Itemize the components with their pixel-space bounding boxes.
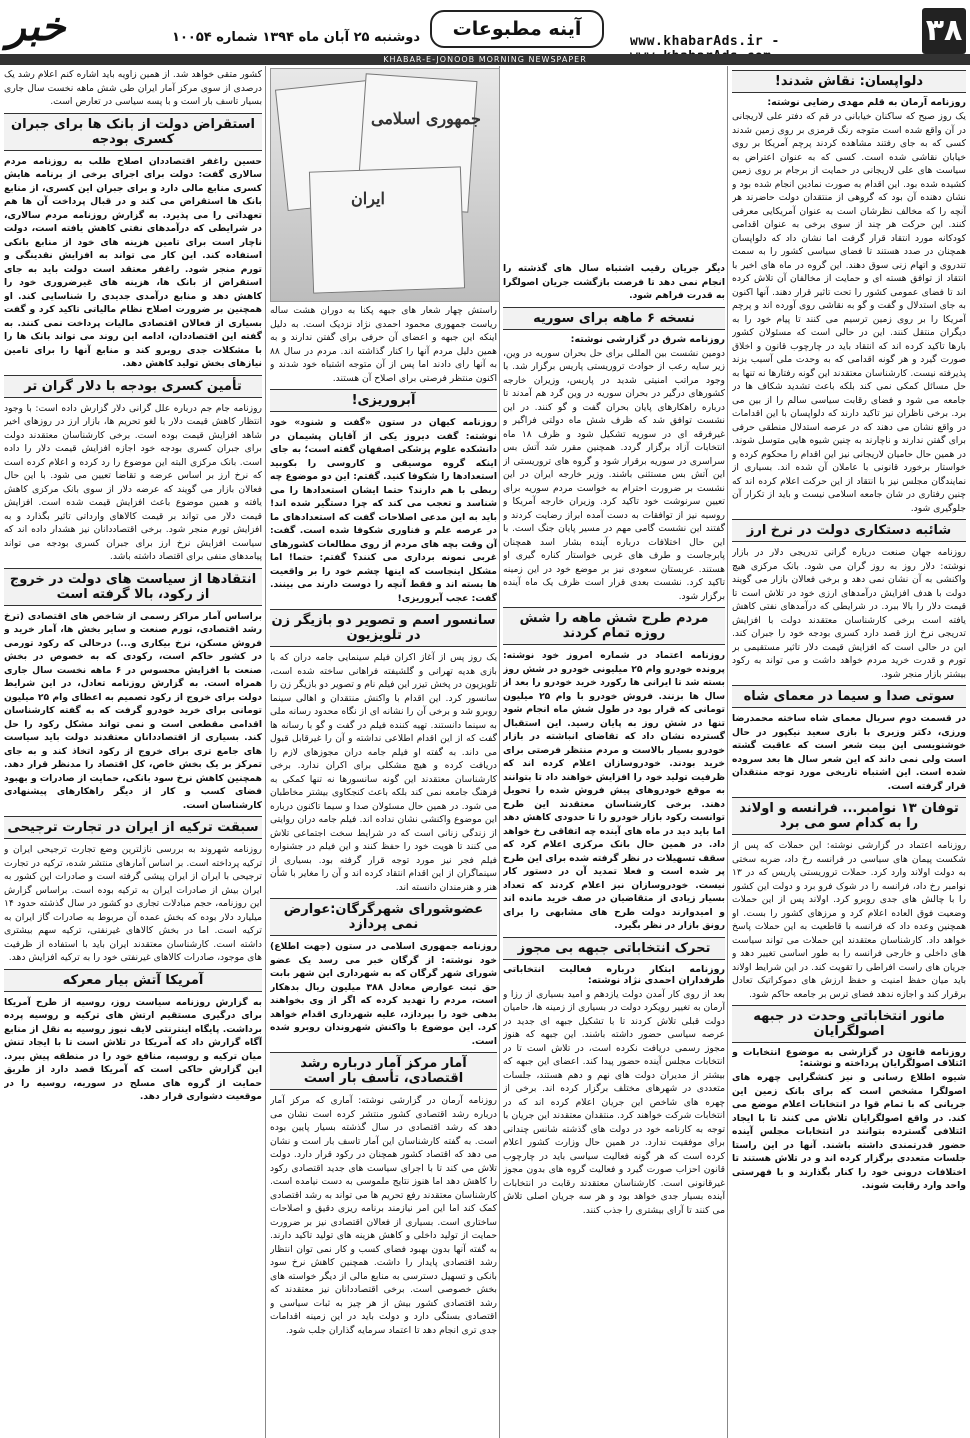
article-title: سانسور اسم و تصویر دو بازیگر زن در تلویزیون: [270, 609, 497, 647]
article-title: عضوشورای شهرگرگان:عوارض نمی پردازد: [270, 898, 497, 936]
article-body: روزنامه اعتماد در گزارشی نوشته: این حملات که پس از شکست پیمان های سیاسی در فرانسه رخ داد، ضربه سختی به دولت اولاند وارد کرد. حملات تروریستی پاریس که در ۱۳ نوامبر رخ داد، فرانسه را در شوک فرو برد و دولت این کشور را با چالش های جدی روبرو کرد. اولاند پس از این حملات وضعیت فوق العاده اعلام کرد و مرزهای کشور را بست. او همچنین وعده داد که فرانسه با قاطعیت به این حملات پاسخ خواهد داد. کارشناسان معتقدند این حملات می تواند سیاست های داخلی و خارجی فرانسه را به طور اساسی تغییر دهد و جریان های راست افراطی را تقویت کند. در این شرایط اولاند باید میان حفظ امنیت و حفظ ارزش های دموکراتیک تعادل برقرار کند و اجازه ندهد فضای ترس بر جامعه حاکم شود.: [732, 840, 966, 1000]
article-body: براساس آمار مراکز رسمی از شاخص های اقتصادی (ترخ رشد اقتصادی، تورم صنعت و سایر بخش ها، آمار خرید و فروش مسکن، نرخ بیکاری و...) درحالی که رکود تورمی در کشور حاکم است، رکودی که به خصوص در بخش صنعت با افزایش محسوس در ۶ ماهه نخست سال جاری همراه است. به گزارش روزنامه تعادل، در این شرایط دولت برای خروج از رکود تصمیم به اعطای وام ۲۵ میلیون تومانی برای خرید خودرو گرفت که به گفته کارشناسان اقدامی مقطعی است و نمی تواند مشکل رکود را حل کند. بسیاری از اقتصاددانان معتقدند دولت باید سیاست های جامع تری برای خروج از رکود اتخاذ کند و به جای تمرکز بر یک بخش خاص، کل اقتصاد را مدنظر قرار دهد. همچنین کاهش نرخ سود بانکی، حمایت از صادرات و بهبود فضای کسب و کار از دیگر راهکارهای پیشنهادی کارشناسان است.: [4, 610, 262, 811]
article-body: حسین راغفر اقتصاددان اصلاح طلب به روزنامه مردم سالاری گفت: دولت برای اجرای برخی از برنامه هایش کسری منابع مالی دارد و برای جبران این کسری، از منابع بانک ها استقراض می کند و در قبال پرداخت آن ها هم تعهداتی را می پذیرد. به گزارش روزنامه مردم سالاری، در شرایطی که درآمدهای نفتی کاهش یافته است، دولت ناچار است برای تامین هزینه های خود از منابع بانکی استفاده کند. این کار می تواند به افزایش نقدینگی و تورم منجر شود. راغفر معتقد است دولت باید به جای استقراض از بانک ها، هزینه های غیرضروری خود را کاهش دهد و منابع درآمدی جدیدی را شناسایی کند. او همچنین بر ضرورت اصلاح نظام مالیاتی تاکید کرد و گفت بسیاری از فعالان اقتصادی مالیات پرداخت نمی کنند. به گفته این اقتصاددان، ادامه این روند می تواند بانک ها را با مشکلات جدی روبرو کند و منابع آنها را برای تامین نیازهای بخش تولید کاهش دهد.: [4, 155, 262, 369]
article-body: کشور متقی خواهد شد. از همین زاویه باید اشاره کنم اعلام رشد یک درصدی از سوی مرکز آمار ایران طی شش ماهه نخست سال جاری بسیار تاسف بار است و با پسه سیاسی در تعارض است.: [4, 69, 262, 107]
column-center-left: [270, 304, 497, 1436]
column-divider: [727, 66, 728, 1438]
article-body: به گزارش روزنامه سیاست روز، روسیه از طرح آمریکا برای درگیری مستقیم ارتش های ترکیه و روسیه پرده برداشت. پایگاه اینترنتی لایف نیوز روسیه به نقل از منابع آگاه گزارش داد که آمریکا در تلاش است تا با ایجاد تنش میان ترکیه و روسیه، منافع خود را در منطقه پیش ببرد. این گزارش حاکی است که آمریکا قصد دارد از طریق حمایت از گروه های مسلح در سوریه، روسیه را در موقعیت دشواری قرار دهد.: [4, 996, 262, 1102]
article-title: آمریکا آتش بیار معرکه: [4, 969, 262, 992]
article-byline: روزنامه آرمان به قلم مهدی رضایی نوشته:: [767, 97, 966, 108]
article-title: استقراض دولت از بانک ها برای جبران کسری بودجه: [4, 113, 262, 151]
column-divider: [265, 66, 266, 1438]
article-title: دلواپسان: نقاش شدند!: [732, 70, 966, 93]
article-title: نسخه ۶ ماهه برای سوریه: [503, 307, 725, 330]
article-title: مانور انتخاباتی وحدت در جبهه اصولگرایان: [732, 1005, 966, 1043]
article-body: شیوه اطلاع رسانی و نیز کنشگرایی چهره های اصولگرا مشخص است که برای بانک زمین این جریانی که با تمام قوا در انتخابات اعلام موضع می کند. در واقع اصولگرایان تلاش می کنند تا با ایجاد ائتلافی گسترده بتوانند در انتخابات مجلس آینده حضور قدرتمندی داشته باشند. آنها در این راستا جلسات متعددی برگزار کرده اند و در تلاش هستند تا اختلافات درونی خود را کنار بگذارند و با فهرستی واحد وارد رقابت شوند.: [732, 1072, 966, 1191]
banner-strip: KHABAR-E-JONOOB MORNING NEWSPAPER: [0, 54, 970, 65]
article-body: روزنامه شهروند به بررسی نازلترین وضع تجارت ترجیحی ایران و ترکیه پرداخته است. بر اساس آمارهای منتشر شده، ترکیه در تجارت ترجیحی با ایران از ایران پیشی گرفته است و صادرات این کشور به ایران بیش از صادرات ایران به ترکیه بوده است. براساس گزارش این روزنامه، حجم مبادلات تجاری دو کشور در سال گذشته حدود ۱۴ میلیارد دلار بوده که بخش عمده آن مربوط به صادرات گاز ایران به ترکیه است. اما در بخش کالاهای غیرنفتی، ترکیه سهم بیشتری داشته است. کارشناسان معتقدند ایران باید با استفاده از ظرفیت های موجود، صادرات کالاهای غیرنفتی خود را به ترکیه افزایش دهد.: [4, 844, 262, 963]
article-body: روزنامه اعتماد در شماره امروز خود نوشته: پرونده خودرو وام ۲۵ میلیونی خودرو در شش روز بسته شد تا ایرانی ها رکورد خرید خودرو را بعد از سال ها بزنند. فروش خودرو با وام ۲۵ میلیون تومانی که قرار بود در طول شش ماه انجام شود تنها در شش روز به پایان رسید. این استقبال گسترده نشان داد که تقاضای انباشته در بازار خودرو بسیار بالاست و مردم منتظر فرصتی برای خرید بودند. خودروسازان اعلام کرده اند که ظرفیت تولید خود را افزایش خواهند داد تا بتوانند به موقع خودروهای پیش فروش شده را تحویل دهند. برخی کارشناسان معتقدند این طرح توانست رکود بازار خودرو را تا حدودی کاهش دهد اما باید دید در ماه های آینده چه اتفاقی رخ خواهد داد. در همین حال بانک مرکزی اعلام کرد که سقف تسهیلات در نظر گرفته شده برای این طرح پر شده است و فعلا تمدید آن در دستور کار نیست. خودروسازان نیز اعلام کردند که تعداد بسیار زیادی از متقاضیان در صف خرید مانده اند و امیدوارند دولت طرح های مشابهی را برای رونق بازار در نظر بگیرد.: [503, 650, 725, 931]
article-byline: روزنامه ابتکار درباره فعالیت انتخاباتی طرفداران احمدی نژاد نوشته:: [503, 963, 725, 986]
newspaper-logo: خبر: [6, 3, 66, 50]
article-body: روزنامه کیهان در ستون «گفت و شنود» خود نوشته: گفت دیروز یکی از آقایان پشیمان در دانشکده علوم پزشکی اصفهان گفته است؛ به جای اینکه گروه موسیقی و کاروسی را بکوبید استعدادها را شکوفا کنید. گفتم: این دو موضوع چه ربطی با هم دارند؟ حتما ایشان استعدادها را می شناسد و تعجب می کند که چرا دستگیر شده اند! باید به این مدعی اصلاحات گفت که استعدادهای ما در عرصه علم و فناوری شکوفا شده است. گفت: آن وقت بچه های مردم از روی مطالعات کشورهای غربی نمونه برداری می کنند؟ گفتم: حتما! اما مشکل اینجاست که اینها چشم خود را بر واقعیت ها بسته اند و فقط آنچه را دوست دارند می بینند. گفت: عجب آبروریزی!: [270, 417, 497, 604]
newspaper-image: [309, 166, 465, 293]
article-body: روزنامه آرمان در گزارشی نوشته: آماری که مرکز آمار درباره رشد اقتصادی کشور منتشر کرده است نشان می دهد که رشد اقتصادی در سال گذشته بسیار پایین بوده است. به گفته کارشناسان این آمار تاسف بار است و نشان می دهد که اقتصاد کشور همچنان در رکود قرار دارد. دولت تلاش می کند تا با اجرای سیاست های جدید اقتصادی رکود را کاهش دهد اما هنوز نتایج ملموسی به دست نیامده است. کارشناسان معتقدند رفع تحریم ها می تواند به رشد اقتصادی کمک کند اما این امر نیازمند برنامه ریزی دقیق و اصلاحات ساختاری است. بسیاری از فعالان اقتصادی نیز بر ضرورت حمایت از تولید داخلی و کاهش هزینه های تولید تاکید دارند. به گفته آنها بدون بهبود فضای کسب و کار نمی توان انتظار رشد اقتصادی پایدار را داشت. همچنین کاهش نرخ سود بانکی و تسهیل دسترسی به منابع مالی از دیگر خواسته های بخش خصوصی است. برخی اقتصاددانان نیز معتقدند که رشد اقتصادی کشور بیش از هر چیز به ثبات سیاسی و اقتصادی بستگی دارد و دولت باید در این زمینه اقدامات جدی تری انجام دهد تا اعتماد سرمایه گذاران جلب شود.: [270, 1095, 497, 1336]
article-body: بعد از روی کار آمدن دولت یازدهم و امید بسیاری از رزا و آرمان به تغییر رویکرد دولت در بسیاری از زمینه ها، حامیان دولت قبلی تلاش کردند تا با تشکیل جبهه ای جدید در عرصه سیاسی حضور داشته باشند. این جبهه که هنوز مجوز رسمی دریافت نکرده است، در تلاش است تا در انتخابات مجلس آینده حضور پیدا کند. اعضای این جبهه که بیشتر از مدیران دولت های نهم و دهم هستند، جلسات متعددی در شهرهای مختلف برگزار کرده اند. برخی از چهره های شاخص این جریان اعلام کرده اند که در انتخابات شرکت خواهند کرد. منتقدان معتقدند این جریان با توجه به کارنامه خود در دولت های گذشته شانس چندانی برای موفقیت ندارد. در همین حال وزارت کشور اعلام کرده است که هر گونه فعالیت سیاسی باید در چارچوب قانون احزاب صورت گیرد و فعالیت گروه های بدون مجوز غیرقانونی است. کارشناسان معتقدند رقابت در انتخابات آینده بسیار جدی خواهد بود و هر سه جریان اصلی تلاش می کنند تا آرای بیشتری را جذب کنند.: [503, 988, 725, 1216]
article-title: مردم طرح شش ماهه را شش روزه تمام کردند: [503, 607, 725, 645]
issue-dateline: دوشنبه ۲۵ آبان ماه ۱۳۹۴ شماره ۱۰۰۵۴: [172, 30, 420, 45]
article-byline: روزنامه قانون در گزارشی به موضوع انتخابات و ائتلاف اصولگرایان پرداخته و نوشته:: [732, 1047, 966, 1069]
article-title: شائبه دستکاری دولت در نرخ ارز: [732, 519, 966, 542]
article-body: راستش چهار شعار های جبهه پکنا به دوران هشت ساله ریاست جمهوری محمود احمدی نژاد نزدیک است. به دلیل اینکه این جبهه و اعضای آن حرفی برای گفتن ندارند و به همین دلیل مردم آنها را کنار گذاشته اند. مردم در سال ۸۸ به آنها رای دادند اما پس از آن متوجه اشتباه خود شدند و اکنون منتظر فرصتی برای اصلاح آن هستند.: [270, 305, 497, 384]
column-center-right: [503, 262, 725, 1436]
article-lead: دیگر جریان رقیب اشتباه سال های گذشته را انجام نمی دهد تا فرصت بازگشت جریان اصولگرا به قدرت فراهم شود.: [503, 263, 725, 301]
newspaper-masthead: ایران: [351, 189, 385, 208]
newspapers-photo: [270, 68, 500, 302]
article-title: انتقادها از سیاست های دولت در خروج از رکود، بالا گرفته است: [4, 568, 262, 606]
column-right: [732, 68, 966, 1436]
article-body: روزنامه جام جم درباره علل گرانی دلار گزارش داده است: با وجود انتظار کاهش قیمت دلار با لغو تحریم ها، بازار ارز در روزهای اخیر شاهد افزایش قیمت بوده است. برخی کارشناسان معتقدند دولت برای جبران کسری بودجه خود اجازه افزایش قیمت دلار را داده است. بانک مرکزی البته این موضوع را رد کرده و اعلام کرده است که نرخ ارز بر اساس عرضه و تقاضا تعیین می شود. با این حال فعالان بازار می گویند که عرضه دلار از سوی بانک مرکزی کاهش یافته و همین موضوع باعث افزایش قیمت شده است. افزایش قیمت دلار می تواند بر قیمت کالاهای وارداتی تاثیر بگذارد و به افزایش تورم منجر شود. برخی اقتصاددانان نیز هشدار داده اند که سیاست افزایش نرخ ارز برای جبران کسری بودجه می تواند پیامدهای منفی برای اقتصاد داشته باشد.: [4, 402, 262, 562]
article-body: روزنامه جمهوری اسلامی در ستون (جهت اطلاع) خود نوشته: از گرگان خبر می رسد یک عضو شورای شهر گرگان که به شهرداری این شهر بابت حق ثبت عوارض معادل ۳۸۸ میلیون ریال بدهکار است، مردم را تهدید کرده که اگر از وی بخواهند بدهی خود را بپردازد، علیه شهرداری اقدام خواهد کرد. این موضوع با واکنش شهروندان روبرو شده است.: [270, 941, 497, 1047]
article-title: سبقت ترکیه از ایران در تجارت ترجیحی: [4, 816, 262, 839]
article-body: یک روز پس از آغاز اکران فیلم سینمایی جامه دران که با بازی هدیه تهرانی و گلشیفته فراهانی ساخته شده است، تلویزیون در پخش تیزر این فیلم نام و تصویر دو بازیگر زن را سانسور کرد. این اقدام با واکنش منتقدان و اهالی سینما روبرو شد و برخی آن را نشانه ای از نگاه محدود رسانه ملی به سینما دانستند. تهیه کننده فیلم در گفت و گو با رسانه ها گفت که از این اقدام اطلاعی نداشته و آن را غیرقابل قبول می داند. به گفته او فیلم جامه دران مجوزهای لازم را دریافت کرده و هیچ مشکلی برای اکران ندارد. برخی کارشناسان معتقدند این گونه سانسورها نه تنها کمکی به فرهنگ جامعه نمی کند بلکه باعث کنجکاوی بیشتر مخاطبان می شود. در همین حال مسئولان صدا و سیما تاکنون درباره این موضوع واکنشی نشان نداده اند. فیلم جامه دران روایتی از زندگی زنانی است که در شرایط سخت اجتماعی تلاش می کنند تا هویت خود را حفظ کنند و این فیلم در جشنواره فیلم فجر نیز مورد توجه قرار گرفته بود. بسیاری از سینماگران از این اقدام انتقاد کرده اند و آن را مغایر با شأن هنر و هنرمندان دانسته اند.: [270, 652, 497, 893]
article-title: تحرک انتخاباتی جبهه بی مجوز: [503, 937, 725, 960]
article-body: دومین نشست بین المللی برای حل بحران سوریه در وین، زیر سایه رعب از حوادث تروریستی پاریس برگزار شد. با وجود مراتب امنیتی شدید در پاریس، وزیران خارجه کشورهای درگیر در بحران سوریه در وین گرد هم آمدند تا درباره راهکارهای پایان بحران گفت و گو کنند. در این نشست توافق شد که ظرف شش ماه دولتی فراگیر و غیرفرقه ای در سوریه تشکیل شود و ظرف ۱۸ ماه انتخابات آزاد برگزار گردد. همچنین مقرر شد آتش بس سراسری در سوریه برقرار شود و گروه های تروریستی از این آتش بس مستثنی باشند. وزیر خارجه ایران در این نشست بر ضرورت احترام به خواست مردم سوریه برای تعیین سرنوشت خود تاکید کرد. وزیران خارجه آمریکا و روسیه نیز از توافقات به دست آمده ابراز رضایت کردند و گفتند این نشست گامی مهم در مسیر پایان جنگ است. با این حال اختلافات درباره آینده بشار اسد همچنان پابرجاست و طرف های غربی خواستار کناره گیری او هستند. عربستان سعودی نیز بر موضع خود در این زمینه تاکید کرد. نشست بعدی قرار است ظرف یک ماه آینده برگزار شود.: [503, 347, 725, 602]
page-number: ۳۸: [922, 8, 966, 54]
article-title: توفان ۱۳ نوامبر... فرانسه و اولاند را به کدام سو می برد: [732, 797, 966, 835]
article-title: آمار مرکز آمار درباره رشد اقتصادی، تأسف بار است: [270, 1052, 497, 1090]
masthead: [0, 0, 970, 64]
website-url[interactable]: www.khabarAds.ir -: [630, 34, 780, 49]
article-body: در قسمت دوم سریال معمای شاه ساخته محمدرضا ورزی، دکتر وزیری با بازی سعید نیکپور در حال خوشنویسی این بیت شعر است که عاقبت گشته است ولی نمی داند که این شعر سال ها بعد سروده شده است. این اشتباه تاریخی مورد توجه منتقدان قرار گرفته است.: [732, 713, 966, 792]
article-byline: روزنامه شرق در گزارشی نوشته:: [570, 333, 725, 345]
article-body: یک روز صبح که ساکنان خیابانی در قم که دفتر علی لاریجانی در آن واقع شده است متوجه رنگ قرمزی بر روی زمین شدند کسی که به جای رفتند مشاهده کردند پرچم آمریکا بر روی خیابان نقاشی شده است. کسی که به عنوان اعتراض به سیاست های علی لاریجانی در حمایت از برجام بر روی زمین کشیده شده بود. این اقدام به صورت نمادین انجام شده بود و نشان دهنده آن بود که گروهی از منتقدان دولت حاضرند هر آنچه را که مخالف نظرشان است به عنوان آمریکایی معرفی کنند. این حرکت هر چند از سوی برخی به عنوان اقدامی کودکانه مورد انتقاد قرار گرفت اما نشان داد که دلواپسان همچنان در صدد هستند تا فضای سیاسی کشور را به سمت تندروی و اتهام زنی سوق دهند. این گروه در ماه های اخیر با انتقاد از توافق هسته ای و حمایت از مخالفان آن تلاش کرده اند تا فضای عمومی کشور را تحت تاثیر قرار دهند. آنها اکنون به جای استدلال و گفت و گو به نقاشی روی آورده اند و پرچم آمریکا را بر روی زمین ترسیم می کنند تا پیام خود را به دیگران منتقل کنند. این در حالی است که مسئولان کشور بارها تاکید کرده اند که انتقاد باید در چارچوب قانون و اخلاق صورت گیرد و هر گونه اقدامی که به وحدت ملی آسیب بزند پذیرفته نیست. کارشناسان معتقدند این گونه رفتارها نه تنها به حل مسائل کمکی نمی کند بلکه باعث تشدید شکاف ها در جامعه می شود و فضای رقابت سیاسی سالم را از بین می برد. برخی ناظران نیز تاکید دارند که دلواپسان با این اقدامات در واقع نشان می دهند که در عرصه استدلال منطقی حرفی برای گفتن ندارند و ناچارند به چنین شیوه هایی متوسل شوند. در همین حال حامیان لاریجانی نیز این اقدام را محکوم کرده و خواستار برخورد قانونی با عاملان آن شده اند. بسیاری از نمایندگان مجلس نیز با انتقاد از این حرکت اعلام کرده اند که چنین رفتاری در شان جامعه اسلامی نیست و باید از تکرار آن جلوگیری شود.: [732, 111, 966, 514]
article-title: تأمین کسری بودجه با دلار گران تر: [4, 375, 262, 398]
newspaper-masthead: جمهوری اسلامی: [371, 109, 481, 128]
article-body: روزنامه جهان صنعت درباره گرانی تدریجی دلار در بازار نوشته: دلار روز به روز گران می شود. بانک مرکزی هیچ واکنشی به آن نشان نمی دهد و برخی فعالان بازار می گویند دولت با هدف افزایش درآمدهای ارزی خود در تلاش است تا قیمت دلار را بالا ببرد. در شرایطی که درآمدهای نفتی کاهش یافته است برخی کارشناسان معتقدند دولت با افزایش تدریجی نرخ ارز قصد دارد کسری بودجه خود را جبران کند. این در حالی است که افزایش قیمت دلار تاثیر مستقیمی بر تورم و قدرت خرید مردم خواهد داشت و می تواند به رکود بیشتر بازار منجر شود.: [732, 547, 966, 680]
article-title: سوتی صدا و سیما در معمای شاه: [732, 685, 966, 708]
column-left: [4, 68, 262, 1436]
article-title: آبروریزی!: [270, 389, 497, 412]
section-title: آینه مطبوعات: [430, 10, 604, 48]
